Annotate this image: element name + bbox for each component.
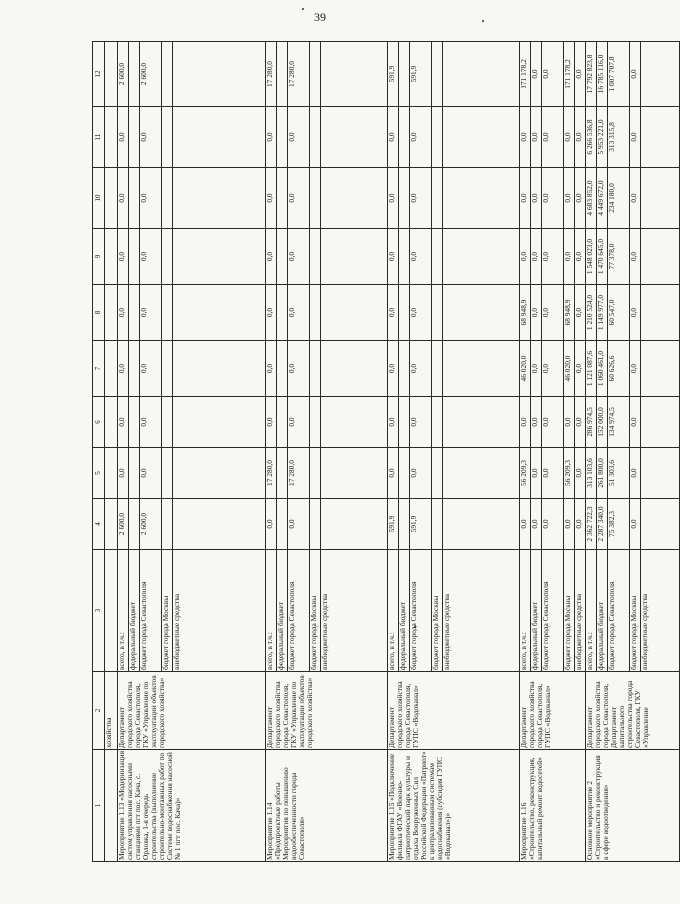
year-value-cell: 0,0 [542, 397, 564, 448]
year-value-cell: 0,0 [410, 168, 432, 229]
year-value-cell: 56 209,3 [564, 448, 575, 499]
year-value-cell: 0,0 [118, 168, 129, 229]
scan-speck [302, 8, 304, 10]
total-value-cell [129, 42, 140, 107]
year-value-cell: 0,0 [575, 107, 586, 168]
year-value-cell: 0,0 [288, 229, 310, 285]
carryover-empty-cell [105, 42, 118, 107]
year-value-cell: 0,0 [630, 229, 641, 285]
year-value-cell [129, 448, 140, 499]
year-value-cell: 56 209,3 [520, 448, 531, 499]
column-number: 9 [93, 229, 105, 285]
executor-cell: Департамент городского хозяйства города Севастополя, ГКУ «Управление по эксплуатации объектов городского хозяйства» [118, 672, 266, 750]
rotated-table-wrapper [92, 42, 650, 862]
year-value-cell: 0,0 [531, 448, 542, 499]
year-value-cell: 0,0 [410, 229, 432, 285]
total-value-cell: 591,9 [410, 42, 432, 107]
year-value-cell: 134 974,5 [608, 397, 630, 448]
measure-name-cell: Мероприятие 1.15 «Подключение филиала ФГАУ «Военно-патриотический парк культуры и отдыха Вооруженных Сил Российской Федерации «Патриот» к централизованным системам водоснабжения (субсидия ГУПС «Водоканал»)» [388, 750, 520, 862]
year-value-cell [129, 285, 140, 341]
year-value-cell: 0,0 [575, 397, 586, 448]
year-value-cell [310, 107, 321, 168]
year-value-cell: 0,0 [542, 499, 564, 550]
total-value-cell: 0,0 [531, 42, 542, 107]
year-value-cell: 0,0 [140, 107, 162, 168]
year-value-cell: 0,0 [520, 107, 531, 168]
carryover-row [105, 42, 118, 862]
total-value-cell [173, 42, 266, 107]
year-value-cell: 0,0 [266, 499, 277, 550]
year-value-cell [641, 285, 680, 341]
year-value-cell: 0,0 [410, 397, 432, 448]
funding-source-cell: федеральный бюджет [129, 550, 140, 672]
year-value-cell: 0,0 [575, 341, 586, 397]
year-value-cell [277, 229, 288, 285]
year-value-cell: 0,0 [266, 168, 277, 229]
year-value-cell: 0,0 [388, 168, 399, 229]
year-value-cell: 0,0 [575, 499, 586, 550]
year-value-cell [399, 168, 410, 229]
year-value-cell: 0,0 [118, 229, 129, 285]
column-number: 1 [93, 750, 105, 862]
total-value-cell: 17 280,0 [288, 42, 310, 107]
page-number: 39 [314, 10, 326, 24]
column-number-row [93, 42, 105, 862]
year-value-cell [310, 168, 321, 229]
column-number: 3 [93, 550, 105, 672]
total-value-cell [162, 42, 173, 107]
year-value-cell [173, 397, 266, 448]
year-value-cell [162, 229, 173, 285]
year-value-cell: 313 103,6 [586, 448, 597, 499]
carryover-empty-cell [105, 341, 118, 397]
year-value-cell [641, 229, 680, 285]
carryover-empty-cell [105, 168, 118, 229]
year-value-cell [321, 397, 388, 448]
funding-source-cell: всего, в т.ч.: [520, 550, 531, 672]
year-value-cell: 286 974,5 [586, 397, 597, 448]
year-value-cell: 0,0 [266, 229, 277, 285]
year-value-cell [641, 499, 680, 550]
year-value-cell: 0,0 [266, 107, 277, 168]
funding-source-cell: всего, в т.ч.: [388, 550, 399, 672]
year-value-cell: 1 121 087,6 [586, 341, 597, 397]
total-value-cell: 2 600,0 [140, 42, 162, 107]
total-value-cell [310, 42, 321, 107]
year-value-cell: 4 683 852,0 [586, 168, 597, 229]
year-value-cell: 0,0 [118, 448, 129, 499]
funding-source-cell: бюджет города Москвы [564, 550, 575, 672]
year-value-cell: 5 953 221,0 [597, 107, 608, 168]
year-value-cell [321, 341, 388, 397]
column-number: 12 [93, 42, 105, 107]
year-value-cell: 0,0 [564, 168, 575, 229]
year-value-cell: 1 470 645,0 [597, 229, 608, 285]
funding-source-cell: бюджет города Москвы [162, 550, 173, 672]
year-value-cell: 0,0 [564, 499, 575, 550]
year-value-cell [277, 341, 288, 397]
year-value-cell [277, 285, 288, 341]
year-value-cell [310, 285, 321, 341]
carryover-empty-cell [105, 750, 118, 862]
total-value-cell: 591,9 [388, 42, 399, 107]
year-value-cell [173, 285, 266, 341]
year-value-cell: 0,0 [575, 448, 586, 499]
year-value-cell [399, 397, 410, 448]
total-value-cell: 17 280,0 [266, 42, 277, 107]
scan-speck [482, 20, 484, 22]
year-value-cell: 0,0 [140, 168, 162, 229]
year-value-cell [432, 341, 443, 397]
funding-source-cell: федеральный бюджет [277, 550, 288, 672]
year-value-cell [321, 285, 388, 341]
year-value-cell: 0,0 [630, 341, 641, 397]
carryover-empty-cell [105, 107, 118, 168]
year-value-cell: 0,0 [288, 107, 310, 168]
year-value-cell [310, 448, 321, 499]
funding-source-cell: бюджет города Севастополя [140, 550, 162, 672]
year-value-cell [310, 229, 321, 285]
year-value-cell [641, 341, 680, 397]
funding-source-cell: федеральный бюджет [531, 550, 542, 672]
year-value-cell: 0,0 [288, 397, 310, 448]
carryover-empty-cell [105, 397, 118, 448]
column-number: 2 [93, 672, 105, 750]
year-value-cell: 0,0 [388, 285, 399, 341]
budget-table [92, 41, 680, 862]
year-value-cell: 0,0 [266, 285, 277, 341]
year-value-cell: 2 362 722,3 [586, 499, 597, 550]
year-value-cell [310, 397, 321, 448]
year-value-cell: 1 210 524,0 [586, 285, 597, 341]
total-value-cell: 2 600,0 [118, 42, 129, 107]
year-value-cell: 0,0 [140, 229, 162, 285]
year-value-cell: 591,9 [410, 499, 432, 550]
column-number: 4 [93, 499, 105, 550]
year-value-cell: 0,0 [630, 448, 641, 499]
year-value-cell [641, 107, 680, 168]
year-value-cell: 0,0 [388, 448, 399, 499]
year-value-cell: 60 547,0 [608, 285, 630, 341]
carryover-empty-cell [105, 229, 118, 285]
year-value-cell: 0,0 [410, 285, 432, 341]
year-value-cell: 17 280,0 [266, 448, 277, 499]
year-value-cell [129, 168, 140, 229]
year-value-cell: 0,0 [564, 229, 575, 285]
table-row [520, 42, 531, 862]
year-value-cell [432, 397, 443, 448]
column-number: 11 [93, 107, 105, 168]
column-number: 10 [93, 168, 105, 229]
year-value-cell: 6 266 536,8 [586, 107, 597, 168]
measure-name-cell: Основное мероприятие 2 «Строительство и реконструкция в сфере водоотведения» [586, 750, 680, 862]
year-value-cell [162, 448, 173, 499]
funding-source-cell: федеральный бюджет [399, 550, 410, 672]
year-value-cell: 152 000,0 [597, 397, 608, 448]
funding-source-cell: внебюджетные средства [321, 550, 388, 672]
year-value-cell [321, 229, 388, 285]
year-value-cell [277, 499, 288, 550]
year-value-cell: 0,0 [542, 448, 564, 499]
year-value-cell [432, 168, 443, 229]
year-value-cell [310, 341, 321, 397]
funding-source-cell: всего, в т.ч.: [586, 550, 597, 672]
year-value-cell: 0,0 [531, 499, 542, 550]
year-value-cell [321, 168, 388, 229]
year-value-cell [443, 448, 520, 499]
year-value-cell: 234 180,0 [608, 168, 630, 229]
funding-source-cell: всего, в т.ч.: [266, 550, 277, 672]
year-value-cell [443, 107, 520, 168]
year-value-cell: 1 548 023,0 [586, 229, 597, 285]
year-value-cell [399, 107, 410, 168]
year-value-cell: 0,0 [410, 448, 432, 499]
year-value-cell: 0,0 [140, 448, 162, 499]
year-value-cell: 0,0 [388, 397, 399, 448]
year-value-cell: 0,0 [531, 285, 542, 341]
year-value-cell [432, 285, 443, 341]
year-value-cell: 60 626,6 [608, 341, 630, 397]
total-value-cell [399, 42, 410, 107]
year-value-cell [129, 341, 140, 397]
year-value-cell: 0,0 [288, 285, 310, 341]
year-value-cell: 0,0 [531, 168, 542, 229]
total-value-cell [321, 42, 388, 107]
year-value-cell [641, 448, 680, 499]
year-value-cell [277, 107, 288, 168]
executor-cell: Департамент городского хозяйства города Севастополя, ГУПС «Водоканал» [388, 672, 520, 750]
year-value-cell [443, 397, 520, 448]
year-value-cell: 0,0 [531, 397, 542, 448]
year-value-cell: 0,0 [542, 341, 564, 397]
year-value-cell: 0,0 [520, 168, 531, 229]
year-value-cell [399, 448, 410, 499]
year-value-cell [321, 107, 388, 168]
year-value-cell: 0,0 [531, 341, 542, 397]
year-value-cell [432, 229, 443, 285]
year-value-cell [162, 285, 173, 341]
year-value-cell: 77 378,0 [608, 229, 630, 285]
measure-name-cell: Мероприятие 1.14 «Предпроектные работы Мероприятия по повышению водообеспеченности города Севастополя» [266, 750, 388, 862]
year-value-cell: 1 149 977,0 [597, 285, 608, 341]
funding-source-cell: бюджет города Севастополя [410, 550, 432, 672]
year-value-cell: 313 315,8 [608, 107, 630, 168]
year-value-cell: 0,0 [410, 341, 432, 397]
year-value-cell [129, 397, 140, 448]
year-value-cell [277, 448, 288, 499]
year-value-cell: 0,0 [266, 397, 277, 448]
year-value-cell: 0,0 [266, 341, 277, 397]
year-value-cell: 46 020,0 [520, 341, 531, 397]
table-row [586, 42, 597, 862]
funding-source-cell: внебюджетные средства [443, 550, 520, 672]
column-number: 7 [93, 341, 105, 397]
year-value-cell: 261 800,0 [597, 448, 608, 499]
year-value-cell [641, 397, 680, 448]
year-value-cell [173, 107, 266, 168]
funding-source-cell: внебюджетные средства [575, 550, 586, 672]
total-value-cell: 0,0 [630, 42, 641, 107]
year-value-cell: 0,0 [542, 107, 564, 168]
carryover-cell: хозяйства [105, 672, 118, 750]
funding-source-cell: внебюджетные средства [173, 550, 266, 672]
year-value-cell: 0,0 [575, 168, 586, 229]
funding-source-cell: бюджет города Севастополя [542, 550, 564, 672]
year-value-cell: 0,0 [140, 397, 162, 448]
year-value-cell: 68 948,9 [564, 285, 575, 341]
executor-cell: Департамент городского хозяйства города Севастополя, ГУПС «Водоканал» [520, 672, 586, 750]
year-value-cell: 0,0 [118, 285, 129, 341]
funding-source-cell: бюджет города Москвы [630, 550, 641, 672]
year-value-cell [321, 499, 388, 550]
funding-source-cell: всего, в т.ч.: [118, 550, 129, 672]
year-value-cell: 0,0 [542, 285, 564, 341]
year-value-cell [162, 397, 173, 448]
total-value-cell [443, 42, 520, 107]
year-value-cell [173, 229, 266, 285]
year-value-cell: 51 303,6 [608, 448, 630, 499]
year-value-cell [432, 107, 443, 168]
year-value-cell [399, 499, 410, 550]
column-number: 5 [93, 448, 105, 499]
year-value-cell [173, 168, 266, 229]
year-value-cell: 0,0 [388, 229, 399, 285]
year-value-cell [443, 285, 520, 341]
year-value-cell [162, 107, 173, 168]
year-value-cell: 0,0 [630, 168, 641, 229]
year-value-cell [641, 168, 680, 229]
year-value-cell: 0,0 [630, 285, 641, 341]
year-value-cell: 0,0 [630, 107, 641, 168]
funding-source-cell: бюджет города Севастополя [288, 550, 310, 672]
year-value-cell [443, 341, 520, 397]
year-value-cell: 1 060 461,0 [597, 341, 608, 397]
year-value-cell: 0,0 [118, 107, 129, 168]
year-value-cell: 0,0 [288, 499, 310, 550]
executor-cell: Департамент городского хозяйства города Севастополя, Департамент капитального строительства города Севастополя, ГКУ «Управление [586, 672, 680, 750]
year-value-cell: 46 020,0 [564, 341, 575, 397]
year-value-cell: 2 600,0 [118, 499, 129, 550]
year-value-cell [399, 229, 410, 285]
year-value-cell: 0,0 [520, 229, 531, 285]
year-value-cell [129, 107, 140, 168]
carryover-empty-cell [105, 285, 118, 341]
year-value-cell: 0,0 [140, 341, 162, 397]
year-value-cell [321, 448, 388, 499]
column-number: 6 [93, 397, 105, 448]
year-value-cell: 0,0 [575, 285, 586, 341]
carryover-empty-cell [105, 550, 118, 672]
year-value-cell: 0,0 [140, 285, 162, 341]
year-value-cell [310, 499, 321, 550]
year-value-cell: 0,0 [288, 341, 310, 397]
funding-source-cell: бюджет города Москвы [432, 550, 443, 672]
year-value-cell: 0,0 [630, 397, 641, 448]
year-value-cell [129, 229, 140, 285]
funding-source-cell: федеральный бюджет [597, 550, 608, 672]
total-value-cell: 0,0 [575, 42, 586, 107]
year-value-cell: 2 287 340,0 [597, 499, 608, 550]
year-value-cell: 0,0 [531, 229, 542, 285]
year-value-cell: 0,0 [118, 397, 129, 448]
year-value-cell: 0,0 [520, 397, 531, 448]
year-value-cell: 2 600,0 [140, 499, 162, 550]
year-value-cell: 0,0 [542, 229, 564, 285]
total-value-cell: 16 785 116,0 [597, 42, 608, 107]
year-value-cell: 0,0 [564, 397, 575, 448]
year-value-cell [432, 499, 443, 550]
year-value-cell: 17 280,0 [288, 448, 310, 499]
year-value-cell: 591,9 [388, 499, 399, 550]
total-value-cell: 1 007 707,8 [608, 42, 630, 107]
year-value-cell [443, 168, 520, 229]
funding-source-cell: бюджет города Севастополя [608, 550, 630, 672]
total-value-cell: 0,0 [542, 42, 564, 107]
year-value-cell [162, 341, 173, 397]
year-value-cell [173, 499, 266, 550]
year-value-cell: 0,0 [542, 168, 564, 229]
year-value-cell [399, 341, 410, 397]
year-value-cell: 0,0 [564, 107, 575, 168]
year-value-cell: 0,0 [531, 107, 542, 168]
year-value-cell: 0,0 [630, 499, 641, 550]
year-value-cell [173, 448, 266, 499]
year-value-cell [443, 499, 520, 550]
measure-name-cell: Мероприятие 1.16 «Строительство, реконструкция, капитальный ремонт водосетей» [520, 750, 586, 862]
total-value-cell [641, 42, 680, 107]
table-row [388, 42, 399, 862]
funding-source-cell: внебюджетные средства [641, 550, 680, 672]
table-row [118, 42, 129, 862]
year-value-cell [162, 499, 173, 550]
total-value-cell: 17 792 823,8 [586, 42, 597, 107]
year-value-cell: 0,0 [575, 229, 586, 285]
total-value-cell [277, 42, 288, 107]
total-value-cell: 171 178,2 [564, 42, 575, 107]
year-value-cell [443, 229, 520, 285]
year-value-cell [173, 341, 266, 397]
year-value-cell: 68 948,9 [520, 285, 531, 341]
year-value-cell: 0,0 [388, 341, 399, 397]
carryover-empty-cell [105, 448, 118, 499]
year-value-cell [277, 397, 288, 448]
year-value-cell [129, 499, 140, 550]
year-value-cell: 4 449 672,0 [597, 168, 608, 229]
executor-cell: Департамент городского хозяйства города Севастополя, ГКУ «Управление по эксплуатации объектов городского хозяйства» [266, 672, 388, 750]
measure-name-cell: Мероприятие 1.13 «Модернизация систем управления насосными станциями пгт пос. Кача, с. Орловка, 1-я очередь строительства (выполнение строительно-монтажных работ по Системе водоснабжения насосной № 1 пгт пос. Кача)» [118, 750, 266, 862]
year-value-cell [162, 168, 173, 229]
year-value-cell [399, 285, 410, 341]
year-value-cell [432, 448, 443, 499]
year-value-cell: 0,0 [388, 107, 399, 168]
year-value-cell: 0,0 [288, 168, 310, 229]
column-number: 8 [93, 285, 105, 341]
year-value-cell: 75 382,3 [608, 499, 630, 550]
total-value-cell: 171 178,2 [520, 42, 531, 107]
year-value-cell: 0,0 [520, 499, 531, 550]
year-value-cell: 0,0 [410, 107, 432, 168]
table-row [266, 42, 277, 862]
carryover-empty-cell [105, 499, 118, 550]
funding-source-cell: бюджет города Москвы [310, 550, 321, 672]
year-value-cell [277, 168, 288, 229]
total-value-cell [432, 42, 443, 107]
year-value-cell: 0,0 [118, 341, 129, 397]
